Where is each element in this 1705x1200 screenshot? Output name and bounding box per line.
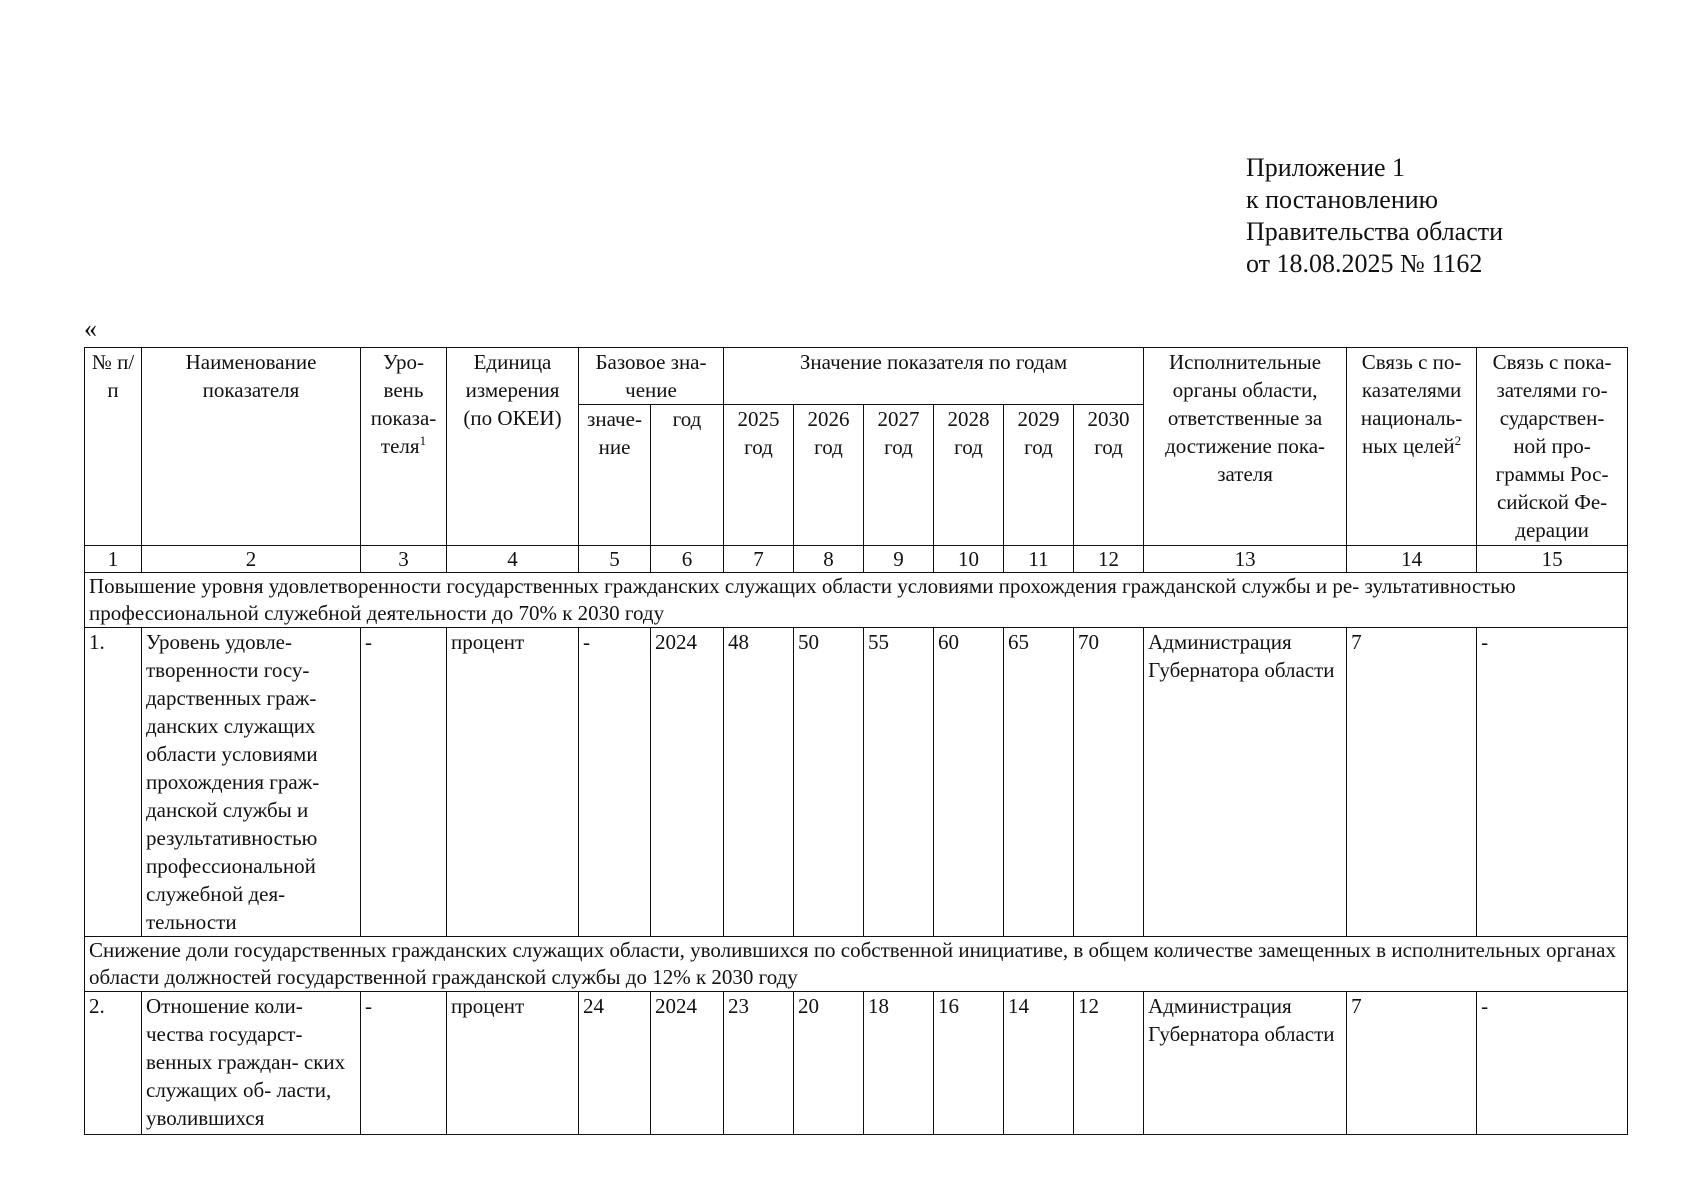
header-year-2027: 2027 год bbox=[864, 405, 934, 546]
table-row bbox=[85, 992, 1628, 1135]
appendix-block bbox=[1246, 152, 1503, 280]
header-national bbox=[1347, 348, 1477, 546]
colnum-15: 15 bbox=[1477, 546, 1628, 573]
header-year-2025: 2025 год bbox=[724, 405, 794, 546]
row-executor: Администрация Губернатора области bbox=[1144, 628, 1347, 937]
header-name: Наименование показателя bbox=[142, 348, 361, 546]
row-value-2029: 14 bbox=[1004, 992, 1074, 1135]
row-base-value: - bbox=[579, 628, 651, 937]
colnum-8: 8 bbox=[794, 546, 864, 573]
row-unit: процент bbox=[447, 992, 579, 1135]
header-executors: Исполнительные органы области, ответственные за достижение пока- зателя bbox=[1144, 348, 1347, 546]
row-name: Уровень удовле- творенности госу- дарственных граж- данских служащих области условиями прохождения граж- данской службы и результативностью профессиональной служебной дея- тельности bbox=[142, 628, 361, 937]
footnote-1: 1 bbox=[419, 433, 427, 448]
colnum-9: 9 bbox=[864, 546, 934, 573]
row-level: - bbox=[361, 992, 447, 1135]
colnum-4: 4 bbox=[447, 546, 579, 573]
colnum-2: 2 bbox=[142, 546, 361, 573]
row-base-value: 24 bbox=[579, 992, 651, 1135]
header-base-value: значе- ние bbox=[579, 405, 651, 546]
table-row bbox=[85, 628, 1628, 937]
header-level bbox=[361, 348, 447, 546]
header-year-2028: 2028 год bbox=[934, 405, 1004, 546]
row-state-program: - bbox=[1477, 992, 1628, 1135]
row-num: 1. bbox=[85, 628, 142, 937]
appendix-line-3: Правительства области bbox=[1246, 217, 1504, 246]
header-base-year: год bbox=[651, 405, 724, 546]
row-value-2025: 48 bbox=[724, 628, 794, 937]
colnum-10: 10 bbox=[934, 546, 1004, 573]
row-executor: Администрация Губернатора области bbox=[1144, 992, 1347, 1135]
row-value-2028: 60 bbox=[934, 628, 1004, 937]
row-name: Отношение коли- чества государст- венных граждан- ских служащих об- ласти, уволившихся bbox=[142, 992, 361, 1135]
section-title: Снижение доли государственных гражданских служащих области, уволившихся по собственной инициативе, в общем количестве замещенных в исполнительных органах области должностей государственной гражданской службы до 12% к 2030 году bbox=[85, 937, 1628, 992]
header-year-2026: 2026 год bbox=[794, 405, 864, 546]
row-state-program: - bbox=[1477, 628, 1628, 937]
appendix-line-2: к постановлению bbox=[1246, 185, 1439, 214]
row-value-2026: 50 bbox=[794, 628, 864, 937]
row-level: - bbox=[361, 628, 447, 937]
row-value-2025: 23 bbox=[724, 992, 794, 1135]
header-year-2029: 2029 год bbox=[1004, 405, 1074, 546]
row-national: 7 bbox=[1347, 628, 1477, 937]
row-value-2027: 18 bbox=[864, 992, 934, 1135]
row-base-year: 2024 bbox=[651, 628, 724, 937]
row-value-2030: 12 bbox=[1074, 992, 1144, 1135]
colnum-11: 11 bbox=[1004, 546, 1074, 573]
colnum-7: 7 bbox=[724, 546, 794, 573]
header-unit: Единица измерения (по ОКЕИ) bbox=[447, 348, 579, 546]
section-title-row bbox=[85, 937, 1628, 992]
row-value-2027: 55 bbox=[864, 628, 934, 937]
header-year-2030: 2030 год bbox=[1074, 405, 1144, 546]
colnum-12: 12 bbox=[1074, 546, 1144, 573]
row-value-2029: 65 bbox=[1004, 628, 1074, 937]
row-national: 7 bbox=[1347, 992, 1477, 1135]
header-num: № п/п bbox=[85, 348, 142, 546]
colnum-5: 5 bbox=[579, 546, 651, 573]
header-national-text: Связь с по- казателями националь- ных целей bbox=[1360, 350, 1463, 458]
colnum-3: 3 bbox=[361, 546, 447, 573]
section-title: Повышение уровня удовлетворенности государственных гражданских служащих области условиями прохождения гражданской службы и ре- зультативностью профессиональной служебной деятельности до 70% к 2030 году bbox=[85, 573, 1628, 628]
row-base-year: 2024 bbox=[651, 992, 724, 1135]
row-value-2028: 16 bbox=[934, 992, 1004, 1135]
indicators-table bbox=[84, 347, 1628, 1135]
header-base: Базовое зна- чение bbox=[579, 348, 724, 405]
appendix-line-4: от 18.08.2025 № 1162 bbox=[1246, 249, 1483, 278]
colnum-13: 13 bbox=[1144, 546, 1347, 573]
row-num: 2. bbox=[85, 992, 142, 1135]
colnum-14: 14 bbox=[1347, 546, 1477, 573]
header-years-group: Значение показателя по годам bbox=[724, 348, 1144, 405]
opening-quote: « bbox=[84, 314, 97, 343]
section-title-row bbox=[85, 573, 1628, 628]
row-value-2030: 70 bbox=[1074, 628, 1144, 937]
row-value-2026: 20 bbox=[794, 992, 864, 1135]
column-numbers-row bbox=[85, 546, 1628, 573]
header-row-1 bbox=[85, 348, 1628, 405]
appendix-line-1: Приложение 1 bbox=[1246, 153, 1406, 182]
footnote-2: 2 bbox=[1454, 433, 1462, 448]
row-unit: процент bbox=[447, 628, 579, 937]
header-level-text: Уро- вень показа- теля bbox=[370, 350, 437, 458]
colnum-6: 6 bbox=[651, 546, 724, 573]
colnum-1: 1 bbox=[85, 546, 142, 573]
header-state-program: Связь с пока- зателями го- сударствен- ной про- граммы Рос- сийской Фе- дерации bbox=[1477, 348, 1628, 546]
